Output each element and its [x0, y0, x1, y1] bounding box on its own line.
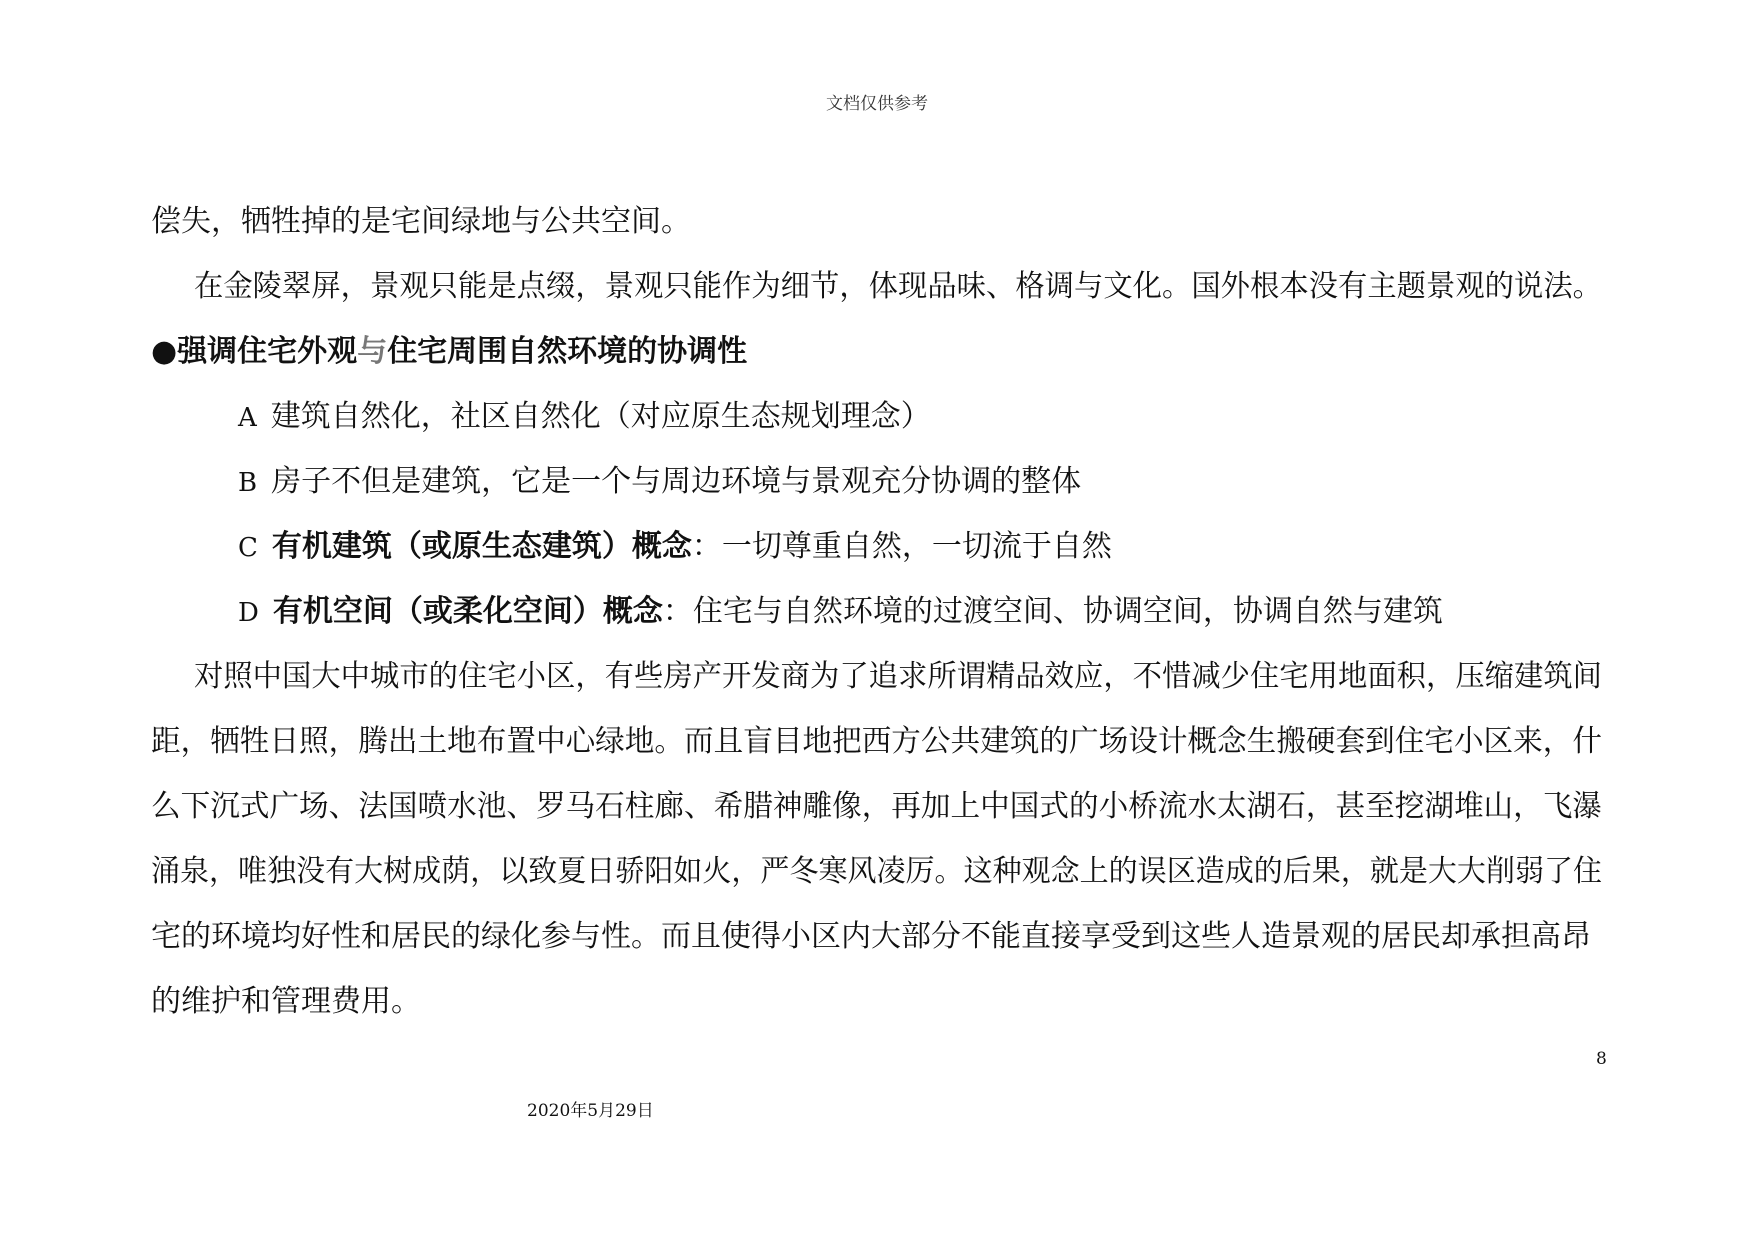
heading-part-2: 与 [357, 334, 388, 369]
item-text: 建筑自然化，社区自然化（对应原生态规划理念） [270, 399, 931, 434]
list-item [238, 399, 931, 434]
paragraph-2-line: 么下沉式广场、法国喷水池、罗马石柱廊、希腊神雕像，再加上中国式的小桥流水太湖石，甚至挖湖堆山，飞瀑 [151, 789, 1602, 824]
bullet-icon: ● [151, 334, 178, 369]
list-item [238, 529, 1112, 564]
page-header: 文档仅供参考 [826, 94, 928, 114]
paragraph-1: 在金陵翠屏，景观只能是点缀，景观只能作为细节，体现品味、格调与文化。国外根本没有主题景观的说法。 [194, 269, 1602, 304]
item-text: ：一切尊重自然，一切流于自然 [691, 529, 1112, 564]
item-letter: B [238, 468, 258, 498]
paragraph-2-line: 距，牺牲日照，腾出土地布置中心绿地。而且盲目地把西方公共建筑的广场设计概念生搬硬套到住宅小区来，什 [151, 724, 1602, 759]
item-letter: D [238, 598, 259, 628]
item-letter: C [238, 533, 258, 563]
list-item [238, 594, 1443, 629]
footer-date: 2020年5月29日 [527, 1101, 654, 1121]
paragraph-2-line: 对照中国大中城市的住宅小区，有些房产开发商为了追求所谓精品效应，不惜减少住宅用地面积，压缩建筑间 [194, 659, 1602, 694]
item-bold-text: 有机建筑（或原生态建筑）概念 [271, 529, 692, 564]
paragraph-2-line: 宅的环境均好性和居民的绿化参与性。而且使得小区内大部分不能直接享受到这些人造景观的居民却承担高昂 [151, 919, 1591, 954]
paragraph-2-line: 涌泉，唯独没有大树成荫，以致夏日骄阳如火，严冬寒风凌厉。这种观念上的误区造成的后果，就是大大削弱了住 [151, 854, 1602, 889]
section-heading [151, 334, 748, 369]
item-text: 房子不但是建筑，它是一个与周边环境与景观充分协调的整体 [271, 464, 1082, 499]
body-line: 偿失，牺牲掉的是宅间绿地与公共空间。 [151, 204, 691, 239]
heading-part-1: 强调住宅外观 [177, 334, 358, 369]
page-number: 8 [1596, 1049, 1607, 1069]
heading-part-3: 住宅周围自然环境的协调性 [387, 334, 748, 369]
paragraph-2-line: 的维护和管理费用。 [151, 984, 421, 1019]
item-letter: A [238, 403, 257, 433]
item-text: ：住宅与自然环境的过渡空间、协调空间，协调自然与建筑 [662, 594, 1443, 629]
list-item [238, 464, 1082, 499]
item-bold-text: 有机空间（或柔化空间）概念 [272, 594, 663, 629]
